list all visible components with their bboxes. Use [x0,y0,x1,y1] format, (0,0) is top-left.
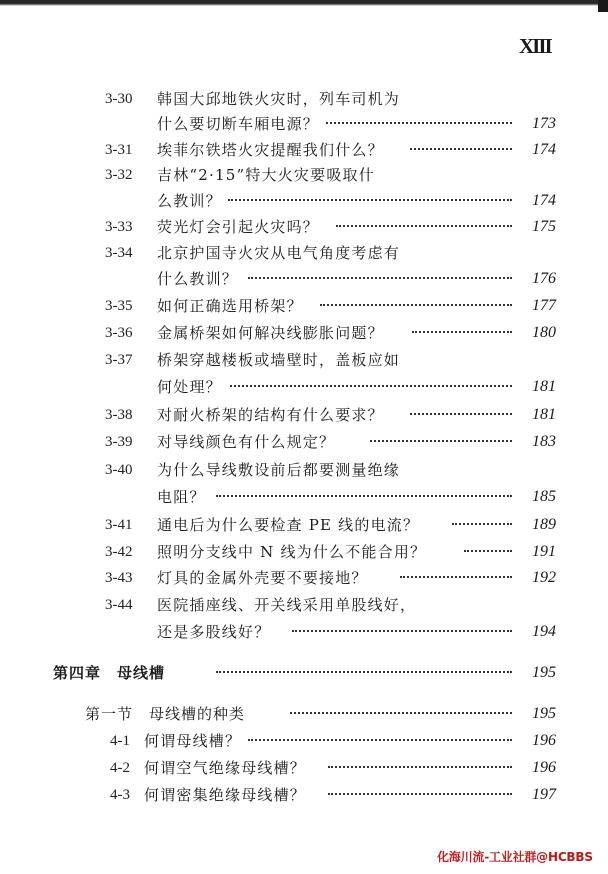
dot-leader [328,793,512,795]
entry-title: 如何正确选用桥架？ [157,297,303,315]
entry-title-line-2: 电阻？ [157,488,206,506]
entry-title: 何谓密集绝缘母线槽？ [144,786,307,804]
entry-title: 照明分支线中 N 线为什么不能合用？ [157,543,427,561]
dot-leader [216,671,512,673]
entry-number: 3-37 [105,352,133,368]
entry-page: 174 [532,192,556,209]
entry-title: 对耐火桥架的结构有什么要求？ [157,406,384,424]
chapter-title: 第四章 母线槽 [53,664,166,682]
toc-entry-3-32[interactable] [0,162,608,188]
entry-title-line-1: 医院插座线、开关线采用单股线好， [157,596,417,614]
scan-top-edge [0,0,608,6]
dot-leader [452,523,512,525]
toc-entry-3-30[interactable] [0,86,608,112]
dot-leader [336,225,512,227]
entry-number: 3-43 [105,570,133,586]
entry-page: 181 [532,406,556,423]
scan-corner-mark [598,0,608,12]
toc-section-1[interactable] [0,701,608,727]
entry-title-line-1: 桥架穿越楼板或墙壁时，盖板应如 [157,351,401,369]
entry-number: 4-3 [110,787,130,803]
dot-leader [228,199,512,201]
dot-leader [328,766,512,768]
dot-leader [230,385,512,387]
toc-entry-3-35[interactable] [0,293,608,319]
entry-number: 3-30 [105,91,133,107]
entry-number: 3-34 [105,245,133,261]
dot-leader [410,413,512,415]
entry-number: 4-1 [110,733,130,749]
entry-title: 荧光灯会引起火灾吗？ [157,218,320,236]
entry-title-line-1: 韩国大邱地铁火灾时，列车司机为 [157,90,401,108]
toc-entry-3-30-cont[interactable] [0,111,608,137]
dot-leader [216,495,512,497]
toc-entry-3-38[interactable] [0,402,608,428]
entry-number: 4-2 [110,760,130,776]
entry-title: 何谓母线槽？ [144,732,242,750]
entry-page: 180 [532,324,556,341]
entry-number: 3-33 [105,219,133,235]
dot-leader [290,712,512,714]
entry-number: 3-32 [105,167,133,183]
entry-number: 3-38 [105,407,133,423]
entry-title: 通电后为什么要检查 PE 线的电流？ [157,516,420,534]
toc-entry-3-34[interactable] [0,240,608,266]
entry-page: 191 [532,543,556,560]
entry-title: 灯具的金属外壳要不要接地？ [157,569,368,587]
dot-leader [370,440,512,442]
section-page: 195 [532,705,556,722]
dot-leader [410,148,512,150]
dot-leader [248,739,512,741]
toc-entry-3-37-cont[interactable] [0,374,608,400]
entry-page: 192 [532,569,556,586]
entry-page: 194 [532,623,556,640]
watermark: 化海川流-工业社群@HCBBS [437,850,593,864]
dot-leader [292,630,512,632]
entry-title: 金属桥架如何解决线膨胀问题？ [157,324,384,342]
entry-page: 174 [532,141,556,158]
entry-page: 189 [532,516,556,533]
entry-title-line-2: 还是多股线好？ [157,623,271,641]
entry-page: 197 [532,786,556,803]
entry-title-line-2: 么教训？ [157,192,222,210]
page-number: XIII [519,34,551,58]
entry-page: 196 [532,759,556,776]
entry-title: 何谓空气绝缘母线槽？ [144,759,307,777]
entry-number: 3-35 [105,298,133,314]
dot-leader [248,277,512,279]
chapter-page: 195 [532,664,556,681]
entry-title-line-2: 何处理？ [157,378,222,396]
entry-page: 196 [532,732,556,749]
entry-number: 3-42 [105,544,133,560]
entry-title-line-1: 为什么导线敷设前后都要测量绝缘 [157,461,401,479]
toc-chapter-4[interactable] [0,660,608,686]
toc-entry-3-34-cont[interactable] [0,266,608,292]
entry-page: 177 [532,297,556,314]
dot-leader [412,331,512,333]
dot-leader [326,122,512,124]
entry-number: 3-41 [105,517,133,533]
dot-leader [320,304,512,306]
entry-number: 3-40 [105,462,133,478]
entry-number: 3-36 [105,325,133,341]
toc-entry-3-40[interactable] [0,457,608,483]
entry-title: 对导线颜色有什么规定？ [157,433,336,451]
entry-title: 埃菲尔铁塔火灾提醒我们什么？ [157,141,384,159]
entry-page: 185 [532,488,556,505]
toc-entry-3-37[interactable] [0,347,608,373]
entry-page: 181 [532,378,556,395]
entry-page: 173 [532,115,556,132]
toc-entry-3-32-cont[interactable] [0,188,608,214]
entry-title-line-2: 什么教训？ [157,270,239,288]
toc-entry-3-42[interactable] [0,539,608,565]
toc-entry-4-2[interactable] [0,755,608,781]
toc-entry-3-36[interactable] [0,320,608,346]
dot-leader [464,550,512,552]
toc-entry-3-31[interactable] [0,137,608,163]
toc-entry-3-39[interactable] [0,429,608,455]
toc-entry-3-40-cont[interactable] [0,484,608,510]
toc-entry-3-41[interactable] [0,512,608,538]
section-title: 第一节 母线槽的种类 [85,705,246,723]
toc-entry-3-33[interactable] [0,214,608,240]
entry-title-line-1: 吉林“2·15”特大火灾要吸取什 [157,166,375,184]
entry-page: 175 [532,218,556,235]
toc-entry-4-3[interactable] [0,782,608,808]
toc-entry-3-44-cont[interactable] [0,619,608,645]
entry-title-line-2: 什么要切断车厢电源？ [157,115,320,133]
toc-entry-3-44[interactable] [0,592,608,618]
dot-leader [400,576,512,578]
toc-entry-4-1[interactable] [0,728,608,754]
entry-number: 3-31 [105,142,133,158]
entry-title-line-1: 北京护国寺火灾从电气角度考虑有 [157,244,401,262]
toc-entry-3-43[interactable] [0,565,608,591]
entry-number: 3-39 [105,434,133,450]
entry-number: 3-44 [105,597,133,613]
entry-page: 176 [532,270,556,287]
entry-page: 183 [532,433,556,450]
